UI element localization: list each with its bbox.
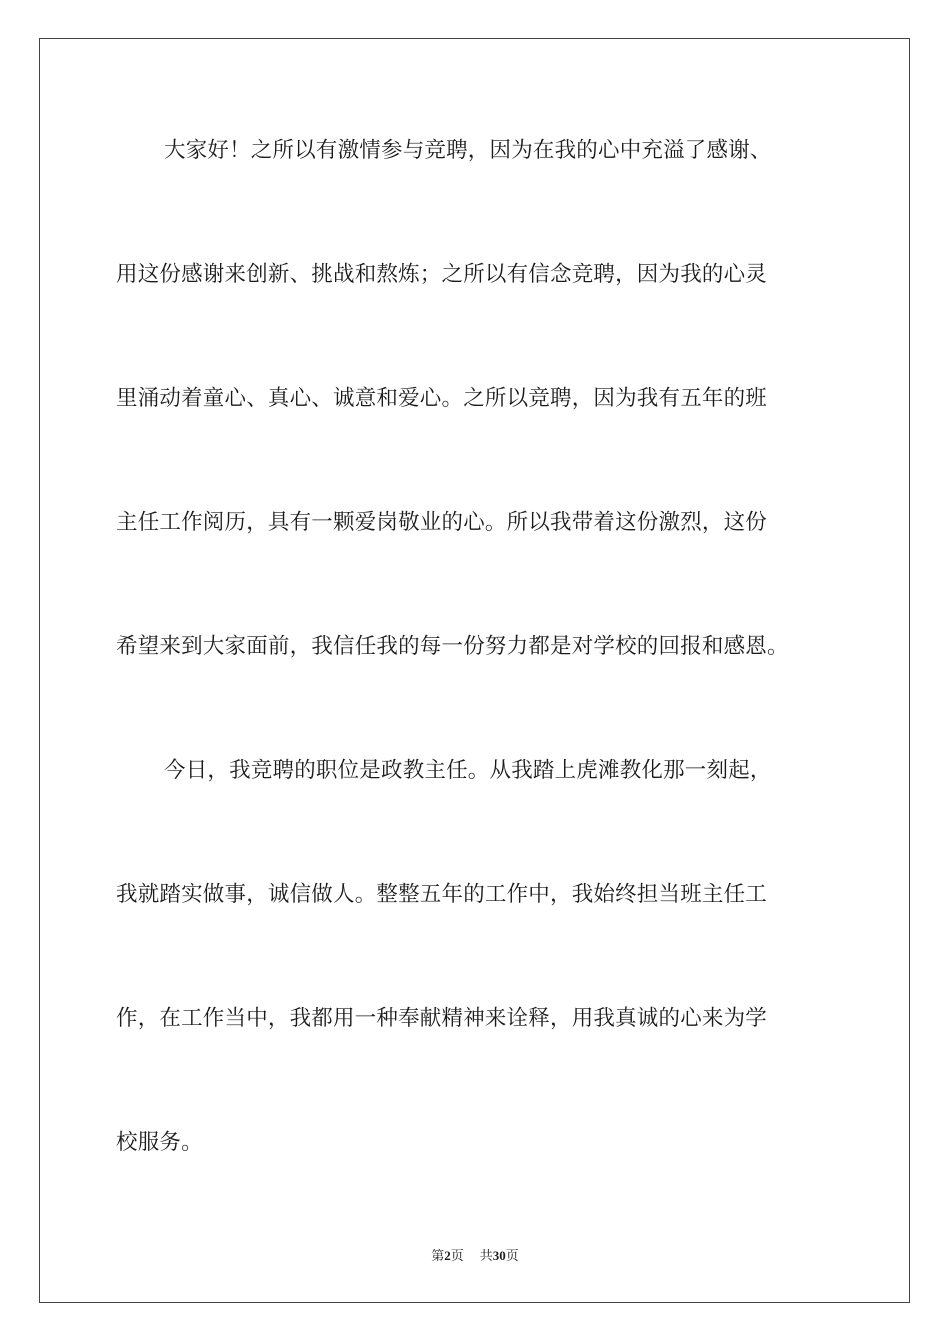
paragraph-2-line-2: 我就踏实做事，诚信做人。整整五年的工作中，我始终担当班主任工 [116,882,768,907]
footer-page-number: 2 [444,1248,451,1263]
footer-page-prefix: 第 [431,1249,445,1264]
paragraph-2-line-4: 校服务。 [116,1130,203,1155]
page-border [39,38,910,1303]
footer-total-pages: 30 [492,1248,506,1263]
footer-total-prefix: 共 [479,1249,493,1264]
paragraph-1-line-3: 里涌动着童心、真心、诚意和爱心。之所以竞聘，因为我有五年的班 [116,386,768,411]
paragraph-1-line-2: 用这份感谢来创新、挑战和熬炼；之所以有信念竞聘，因为我的心灵 [116,262,768,287]
footer-page-suffix: 页 [450,1249,464,1264]
paragraph-2-line-1: 今日，我竞聘的职位是政教主任。从我踏上虎滩教化那一刻起， [164,758,772,783]
paragraph-2-line-3: 作，在工作当中，我都用一种奉献精神来诠释，用我真诚的心来为学 [116,1006,768,1031]
footer-total-suffix: 页 [505,1249,519,1264]
page-footer [0,1247,950,1266]
paragraph-1-line-4: 主任工作阅历，具有一颗爱岗敬业的心。所以我带着这份激烈，这份 [116,510,768,535]
paragraph-1-line-1: 大家好！之所以有激情参与竞聘，因为在我的心中充溢了感谢、 [164,138,772,163]
paragraph-1-line-5: 希望来到大家面前，我信任我的每一份努力都是对学校的回报和感恩。 [116,634,789,659]
